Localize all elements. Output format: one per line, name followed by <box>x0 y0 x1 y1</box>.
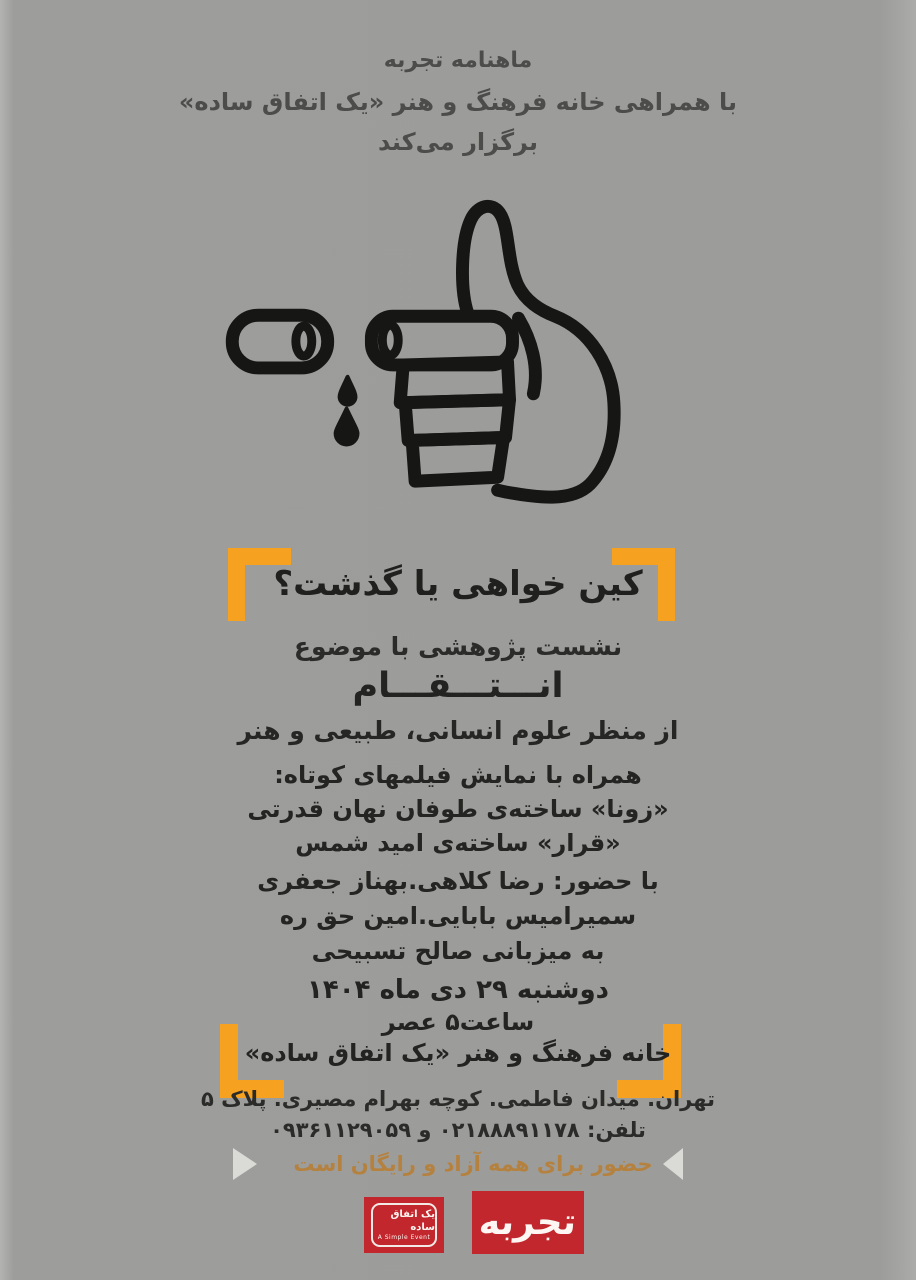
small-drop-shape <box>340 377 356 405</box>
header-organizes: برگزار می‌کند <box>378 128 538 156</box>
free-entry-banner <box>0 1148 916 1180</box>
logo-simple-event-en: A Simple Event <box>377 1234 431 1241</box>
logo-simple-event-fa: یک اتفاق ساده <box>390 1209 435 1233</box>
session-subtitle: نشست پژوهشی با موضوع <box>293 632 623 661</box>
logo-simple-event-frame <box>371 1203 437 1247</box>
guests-line-2: سمیرامیس بابایی.امین حق ره <box>279 902 637 930</box>
venue-address: تهران. میدان فاطمی. کوچه بهرام مصیری. پلاک ۵ <box>201 1087 715 1111</box>
session-scope: از منظر علوم انسانی، طبیعی و هنر <box>237 716 679 745</box>
film-zona: «زونا» ساخته‌ی طوفان نهان قدرتی <box>247 795 669 823</box>
finger-slice-4-shape <box>412 437 503 481</box>
free-entry-text: حضور برای همه آزاد و رایگان است <box>293 1152 653 1176</box>
event-date: دوشنبه ۲۹ دی ماه ۱۴۰۴ <box>307 975 609 1005</box>
event-venue: خانه فرهنگ و هنر «یک اتفاق ساده» <box>244 1039 672 1067</box>
phone-numbers: تلفن: ۰۲۱۸۸۸۹۱۱۷۸ و ۰۹۳۶۱۱۲۹۰۵۹ <box>270 1118 646 1142</box>
logo-simple-event <box>364 1197 444 1253</box>
header-partner: با همراهی خانه فرهنگ و هنر «یک اتفاق ساده» <box>178 88 738 116</box>
finger-gun-illustration-icon <box>196 198 672 516</box>
header-publisher: ماهنامه تجربه <box>383 48 533 73</box>
films-intro: همراه با نمایش فیلمهای کوتاه: <box>274 761 642 789</box>
event-time: ساعت۵ عصر <box>381 1008 535 1036</box>
logo-tajrobeh-text: تجربه <box>477 1202 579 1243</box>
banner-arrow-right-icon <box>233 1148 257 1180</box>
poster-title: کین خواهی یا گذشت؟ <box>273 564 643 604</box>
session-topic: انـــتـــقـــام <box>352 666 564 706</box>
large-drop-shape <box>336 409 358 445</box>
banner-arrow-left-icon <box>663 1148 683 1180</box>
host-line: به میزبانی صالح تسبیحی <box>311 937 605 965</box>
logo-tajrobeh <box>472 1191 584 1254</box>
guests-line-1: با حضور: رضا کلاهی.بهناز جعفری <box>257 867 659 895</box>
palm-crease-shape <box>518 318 535 394</box>
film-gharar: «قرار» ساخته‌ی امید شمس <box>295 829 621 857</box>
